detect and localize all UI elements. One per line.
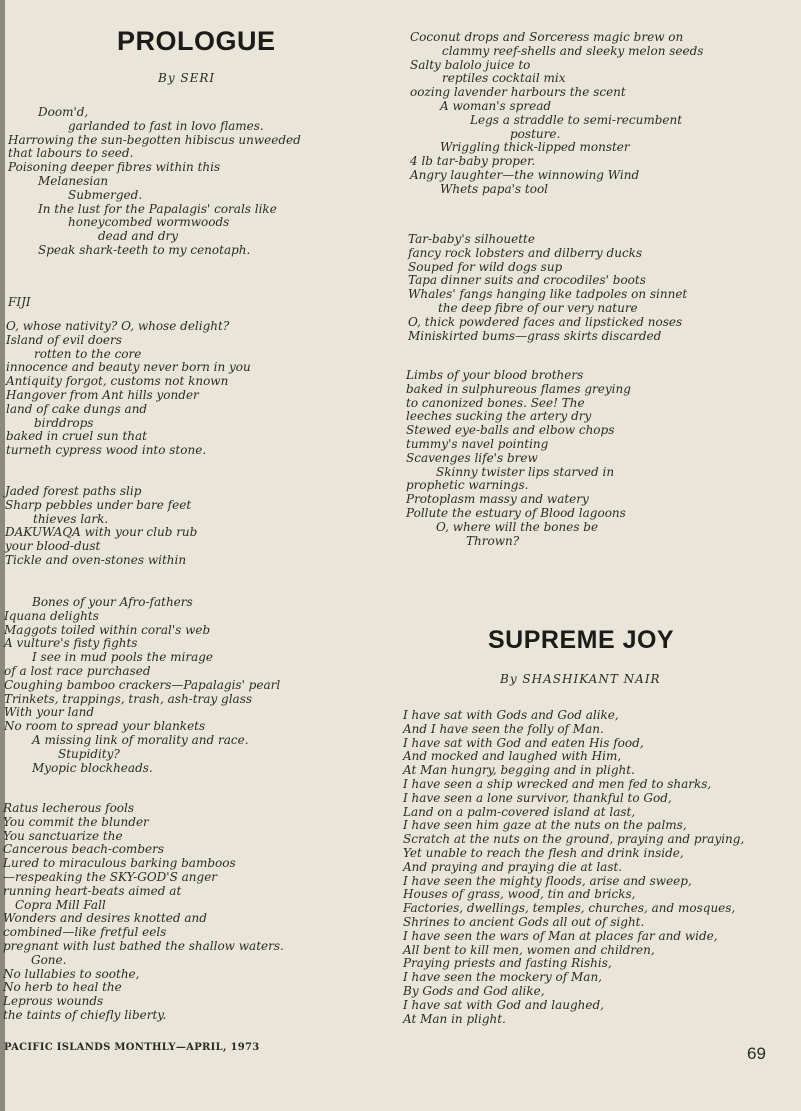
supreme-joy-byline: By SHASHIKANT NAIR (500, 672, 661, 686)
poem-line: I have seen the mockery of Man, (403, 970, 602, 985)
poem-line: Bones of your Afro-fathers (32, 595, 193, 609)
poem-line: I have seen the wars of Man at places far and wide, (403, 928, 718, 943)
poem-line: And I have seen the folly of Man. (403, 721, 604, 736)
poem-line: to canonized bones. See! The (406, 395, 585, 410)
poem-line: I have seen a ship wrecked and men fed to sharks, (403, 776, 712, 791)
poem-line: And mocked and laughed with Him, (403, 749, 622, 764)
poem-line: birddrops (34, 415, 94, 430)
prologue-title: PROLOGUE (117, 26, 276, 56)
poem-line: leeches sucking the artery dry (406, 409, 592, 424)
poem-line: Jaded forest paths slip (5, 484, 142, 498)
poem-line: posture. (510, 126, 561, 141)
poem-line: fancy rock lobsters and dilberry ducks (408, 245, 643, 260)
poem-line: No room to spread your blankets (4, 719, 206, 734)
poem-line: reptiles cocktail mix (442, 71, 566, 86)
poem-line: Land on a palm-covered island at last, (403, 804, 636, 819)
poem-line: Praying priests and fasting Rishis, (403, 956, 612, 971)
poem-line: Leprous wounds (3, 994, 104, 1009)
poem-line: the deep fibre of our very nature (438, 300, 638, 315)
poem-line: Cancerous beach-combers (3, 842, 164, 857)
poem-line: oozing lavender harbours the scent (410, 85, 626, 100)
poem-line: Myopic blockheads. (32, 760, 153, 775)
poem-line: honeycombed wormwoods (68, 215, 230, 230)
poem-line: Speak shark-teeth to my cenotaph. (38, 242, 251, 257)
poem-line: No lullabies to soothe, (3, 966, 140, 981)
poem-line: turneth cypress wood into stone. (6, 443, 207, 458)
page-number: 69 (747, 1044, 766, 1063)
poem-line: Protoplasm massy and watery (406, 492, 589, 507)
poem-line: Melanesian (38, 173, 109, 188)
poem-line: Pollute the estuary of Blood lagoons (406, 505, 626, 520)
poem-line: Miniskirted bums—grass skirts discarded (408, 328, 662, 343)
magazine-footer: PACIFIC ISLANDS MONTHLY—APRIL, 1973 (4, 1042, 260, 1053)
prologue-byline: By SERI (158, 71, 216, 85)
poem-line: At Man hungry, begging and in plight. (403, 763, 635, 778)
poem-line: Skinny twister lips starved in (436, 464, 615, 479)
poem-line: Thrown? (466, 533, 520, 548)
poem-line: Maggots toiled within coral's web (4, 622, 211, 637)
poem-line: By Gods and God alike, (403, 983, 545, 998)
poem-line: With your land (4, 705, 95, 720)
poem-line: land of cake dungs and (6, 401, 148, 416)
prologue-stanza-6 (410, 31, 703, 197)
poem-line: Factories, dwellings, temples, churches, and mosques, (403, 901, 736, 916)
poem-line: that labours to seed. (8, 146, 134, 161)
poem-line: of a lost race purchased (4, 663, 151, 678)
poem-line: Tickle and oven-stones within (5, 552, 187, 567)
poem-line: clammy reef-shells and sleeky melon seeds (442, 43, 704, 58)
poem-line: Legs a straddle to semi-recumbent (470, 112, 683, 127)
poem-line: No herb to heal the (3, 980, 122, 995)
poem-line: prophetic warnings. (406, 478, 529, 493)
supreme-joy-title: SUPREME JOY (488, 626, 675, 654)
fiji-heading: FIJI (8, 295, 31, 309)
poem-line: Scratch at the nuts on the ground, praying and praying, (403, 832, 745, 847)
poem-line: A woman's spread (440, 98, 552, 113)
poem-line: baked in cruel sun that (6, 429, 147, 444)
poem-line: 4 lb tar-baby proper. (410, 154, 536, 169)
poem-line: You sanctuarize the (3, 828, 123, 843)
poem-line: Yet unable to reach the flesh and drink inside, (403, 845, 684, 860)
poem-line: Coconut drops and Sorceress magic brew on (410, 30, 684, 44)
poem-line: baked in sulphureous flames greying (406, 381, 631, 396)
poem-line: garlanded to fast in lovo flames. (68, 118, 264, 133)
poem-line: Submerged. (68, 187, 143, 202)
poem-line: rotten to the core (34, 346, 142, 361)
poem-line: Houses of grass, wood, tin and bricks, (403, 887, 636, 902)
poem-line: I have sat with God and laughed, (403, 997, 604, 1012)
poem-line: Stupidity? (58, 746, 120, 761)
prologue-stanza-1 (8, 106, 301, 258)
prologue-stanza-4 (4, 596, 280, 775)
poem-line: Trinkets, trappings, trash, ash-tray glass (4, 691, 253, 706)
poem-line: Iquana delights (4, 608, 99, 623)
poem-line: —respeaking the SKY-GOD'S anger (3, 869, 218, 884)
poem-line: Angry laughter—the winnowing Wind (410, 167, 640, 182)
poem-line: Scavenges life's brew (406, 450, 538, 465)
poem-line: Salty balolo juice to (410, 57, 531, 72)
poem-line: O, thick powdered faces and lipsticked noses (408, 314, 683, 329)
poem-line: dead and dry (98, 229, 179, 244)
poem-line: At Man in plight. (403, 1011, 506, 1026)
poem-line: Doom'd, (38, 105, 89, 119)
poem-line: I have sat with Gods and God alike, (403, 708, 619, 722)
supreme-joy-poem (403, 709, 744, 1026)
poem-line: I see in mud pools the mirage (32, 650, 214, 665)
poem-line: All bent to kill men, women and children, (403, 942, 655, 957)
poem-line: A missing link of morality and race. (32, 732, 249, 747)
prologue-stanza-3 (5, 485, 197, 568)
poem-line: And praying and praying die at last. (403, 859, 623, 874)
poem-line: running heart-beats aimed at (3, 883, 182, 898)
poem-line: Shrines to ancient Gods all out of sight. (403, 914, 645, 929)
prologue-stanza-8 (406, 369, 631, 548)
poem-line: O, where will the bones be (436, 519, 599, 534)
poem-line: innocence and beauty never born in you (6, 360, 251, 375)
poem-line: Tapa dinner suits and crocodiles' boots (408, 273, 646, 288)
poem-line: I have seen the mighty floods, arise and sweep, (403, 873, 692, 888)
poem-line: combined—like fretful eels (3, 925, 167, 940)
poem-line: Copra Mill Fall (15, 897, 106, 912)
poem-line: Gone. (31, 952, 67, 967)
poem-line: pregnant with lust bathed the shallow waters. (3, 938, 284, 953)
poem-line: I have sat with God and eaten His food, (403, 735, 644, 750)
poem-line: Wriggling thick-lipped monster (440, 140, 630, 155)
poem-line: Whales' fangs hanging like tadpoles on sinnet (408, 287, 688, 302)
poem-line: O, whose nativity? O, whose delight? (6, 319, 230, 333)
poem-line: tummy's navel pointing (406, 436, 549, 451)
poem-line: Souped for wild dogs sup (408, 259, 563, 274)
poem-line: Lured to miraculous barking bamboos (3, 856, 236, 871)
poem-line: I have seen him gaze at the nuts on the palms, (403, 818, 687, 833)
poem-line: thieves lark. (33, 511, 109, 526)
poem-line: Coughing bamboo crackers—Papalagis' pearl (4, 677, 281, 692)
poem-line: your blood-dust (5, 539, 101, 554)
poem-line: Poisoning deeper fibres within this (8, 160, 221, 175)
poem-line: I have seen a lone survivor, thankful to God, (403, 790, 672, 805)
poem-line: In the lust for the Papalagis' corals like (38, 201, 277, 216)
poem-line: Limbs of your blood brothers (406, 368, 584, 382)
poem-line: Tar-baby's silhouette (408, 232, 535, 246)
poem-line: Antiquity forgot, customs not known (6, 374, 229, 389)
poem-line: Hangover from Ant hills yonder (6, 387, 199, 402)
poem-line: Whets papa's tool (440, 181, 549, 196)
poem-line: Harrowing the sun-begotten hibiscus unweeded (8, 132, 301, 147)
poem-line: the taints of chiefly liberty. (3, 1007, 167, 1022)
poem-line: Island of evil doers (6, 332, 122, 347)
poem-line: You commit the blunder (3, 814, 149, 829)
prologue-stanza-2 (6, 320, 251, 458)
prologue-stanza-5 (3, 802, 284, 1023)
poem-line: A vulture's fisty fights (4, 636, 138, 651)
poem-line: DAKUWAQA with your club rub (5, 525, 198, 540)
prologue-stanza-7 (408, 233, 687, 343)
poem-line: Ratus lecherous fools (3, 801, 135, 815)
poem-line: Stewed eye-balls and elbow chops (406, 423, 615, 438)
poem-line: Wonders and desires knotted and (3, 911, 207, 926)
poem-line: Sharp pebbles under bare feet (5, 497, 192, 512)
